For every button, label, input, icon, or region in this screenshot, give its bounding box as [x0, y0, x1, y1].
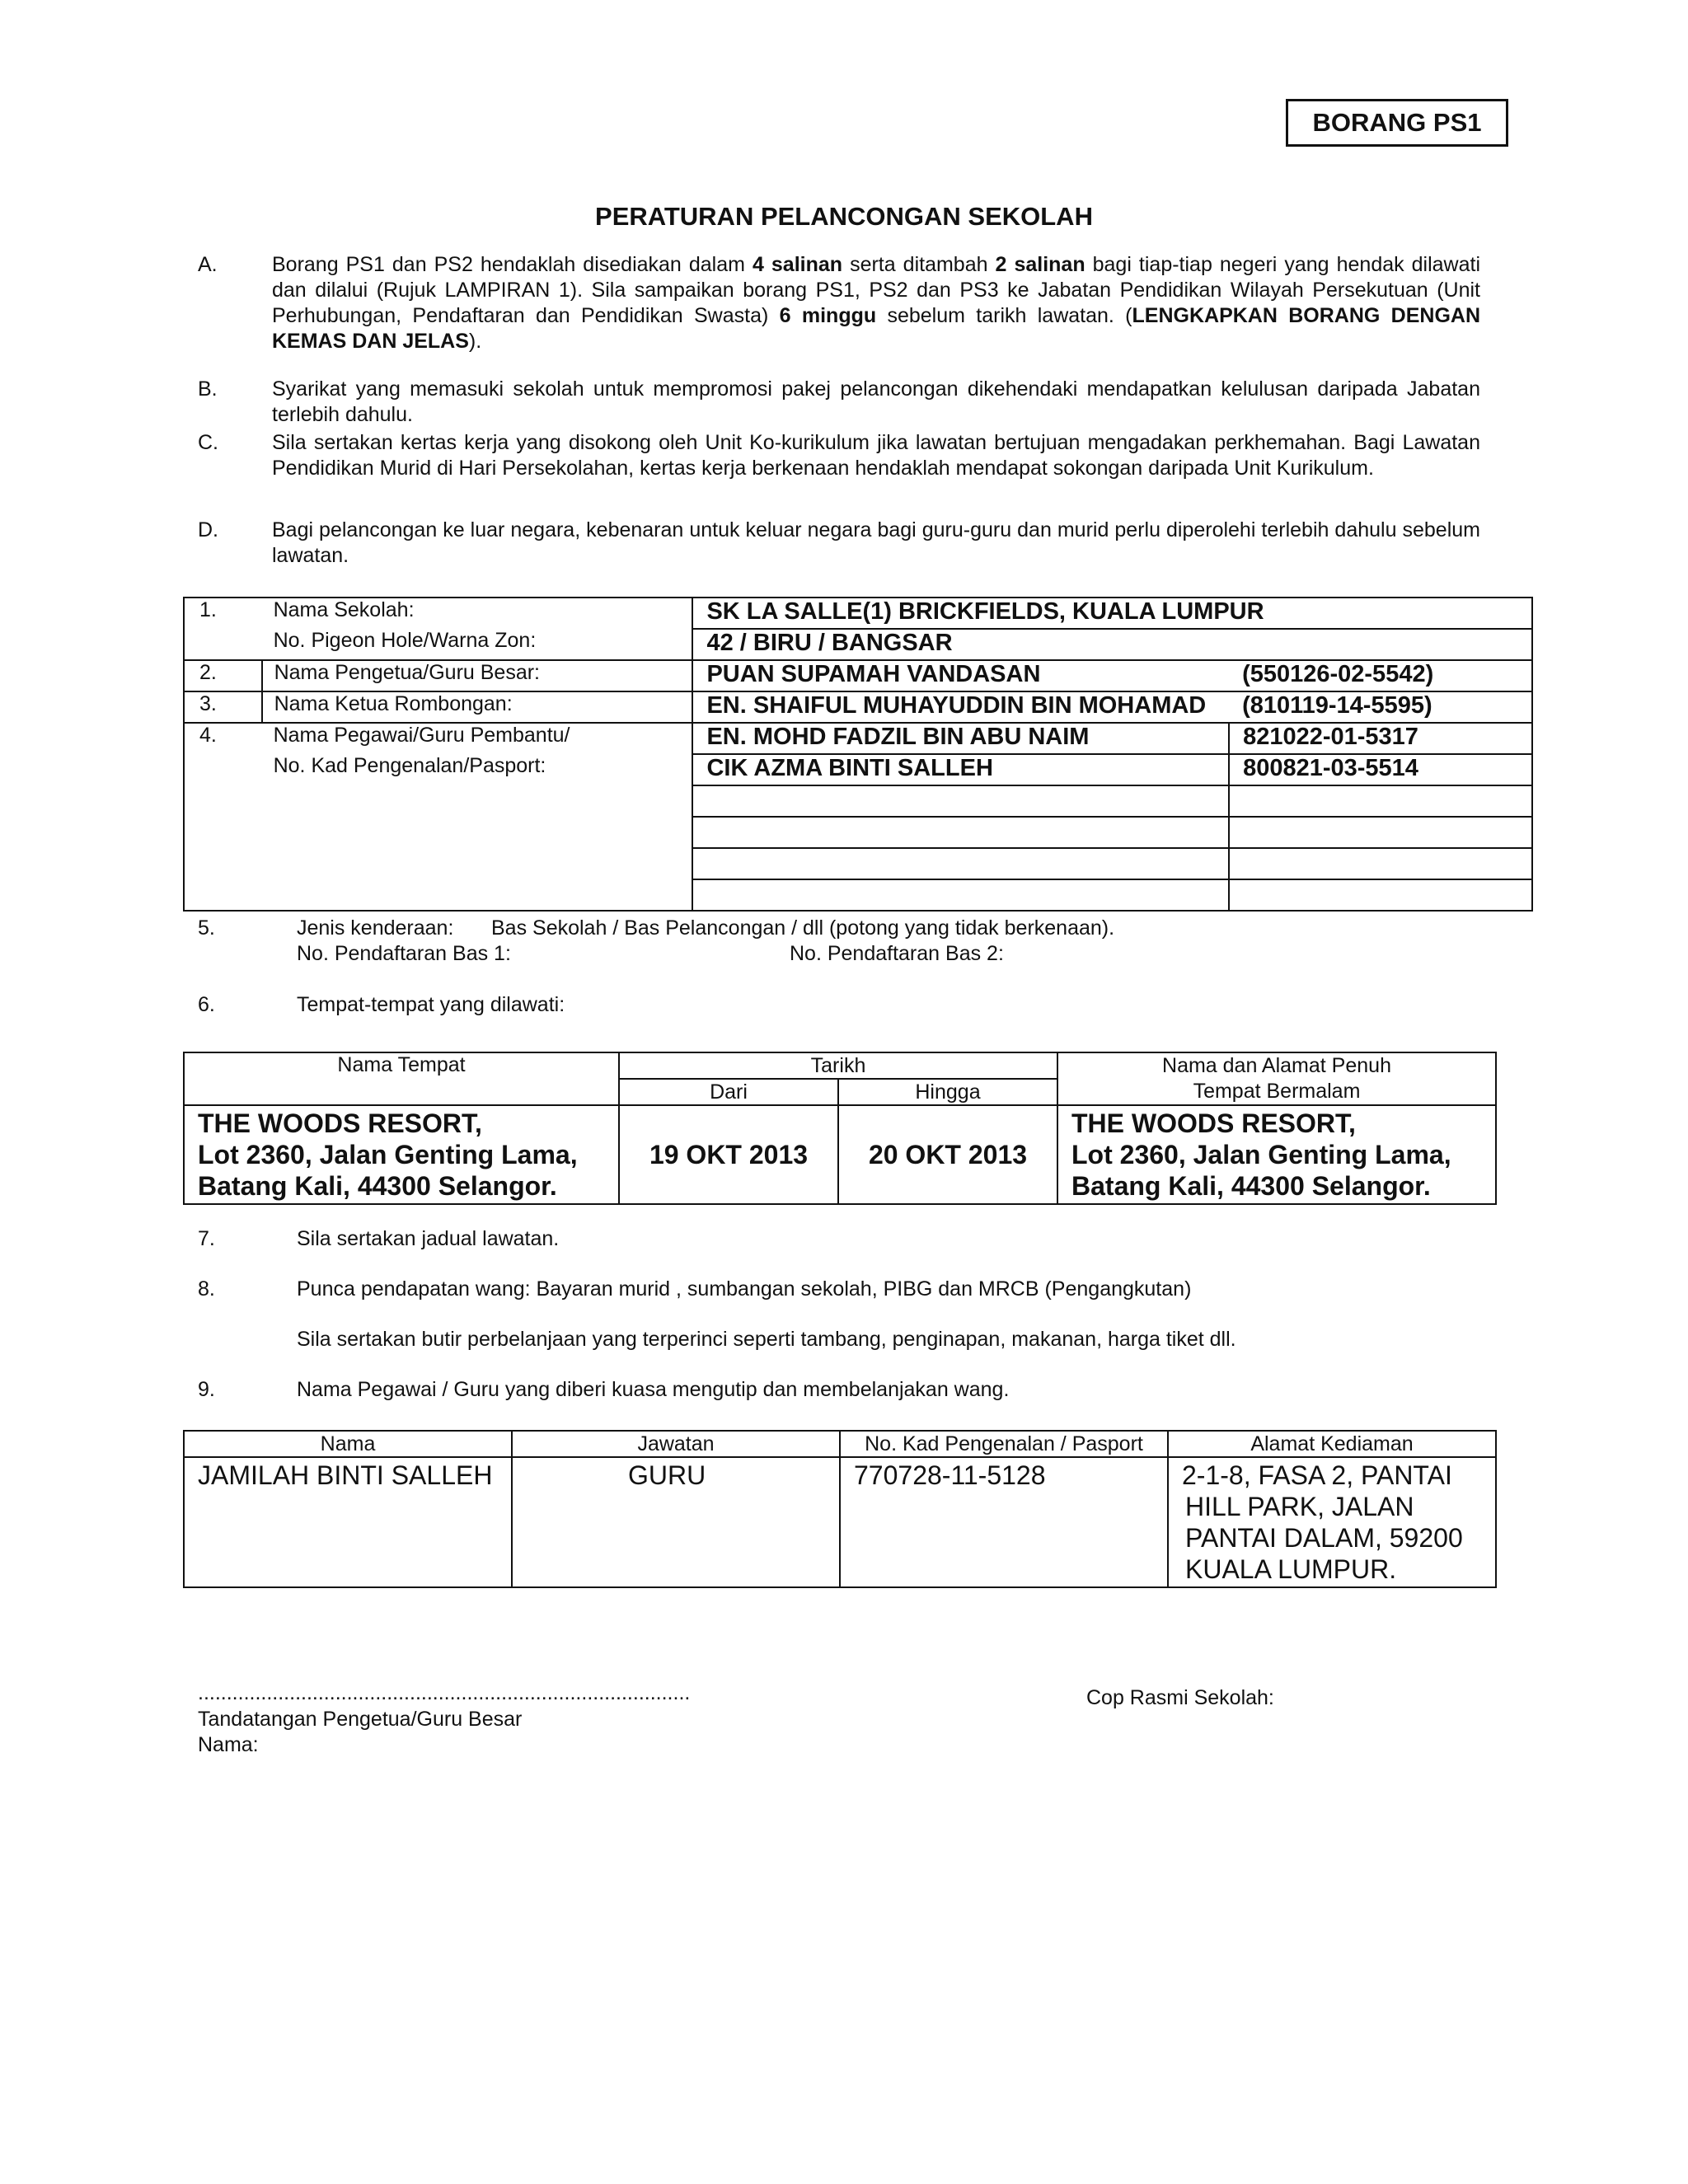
item-number: 7. [198, 1227, 215, 1250]
school-name-label: Nama Sekolah: [262, 598, 693, 629]
signature-dots: ...................................................................................... [198, 1681, 691, 1704]
assistant-name: EN. MOHD FADZIL BIN ABU NAIM [692, 723, 1229, 754]
item-number: 4. [184, 723, 262, 754]
form-code-box: BORANG PS1 [1286, 99, 1508, 147]
to-date-cell: 20 OKT 2013 [838, 1105, 1057, 1204]
item-number: 1. [184, 598, 262, 629]
address-header: Alamat Kediaman [1168, 1431, 1496, 1457]
bus1-label: No. Pendaftaran Bas 1: [297, 942, 511, 965]
officer-post: GURU [512, 1457, 840, 1587]
income-text: Punca pendapatan wang: Bayaran murid , sumbangan sekolah, PIBG dan MRCB (Pengangkutan) [297, 1277, 1192, 1301]
officer-address: 2-1-8, FASA 2, PANTAI HILL PARK, JALAN PANTAI DALAM, 59200 KUALA LUMPUR. [1168, 1457, 1496, 1587]
rule-item [198, 377, 1480, 428]
pigeon-hole-value: 42 / BIRU / BANGSAR [692, 629, 1532, 660]
rule-letter: C. [198, 431, 218, 454]
places-table [183, 1052, 1497, 1205]
empty-cell [1229, 848, 1532, 879]
officer-name: JAMILAH BINTI SALLEH [184, 1457, 512, 1587]
rule-letter: A. [198, 253, 218, 276]
date-header: Tarikh [619, 1052, 1057, 1079]
pigeon-hole-label: No. Pigeon Hole/Warna Zon: [262, 629, 693, 660]
places-label: Tempat-tempat yang dilawati: [297, 993, 565, 1016]
principal-name: PUAN SUPAMAH VANDASAN [692, 660, 1229, 691]
rule-letter: D. [198, 518, 218, 541]
assistant-name: CIK AZMA BINTI SALLEH [692, 754, 1229, 785]
rule-text: Bagi pelancongan ke luar negara, kebenaran untuk keluar negara bagi guru-guru dan murid perlu diperolehi terlebih dahulu sebelum lawatan. [272, 518, 1480, 567]
expense-note-text: Sila sertakan butir perbelanjaan yang terperinci seperti tambang, penginapan, makanan, harga tiket dll. [297, 1328, 1236, 1351]
assistant-id: 800821-03-5514 [1229, 754, 1532, 785]
finance-officer-table [183, 1430, 1497, 1588]
item-number: 9. [198, 1378, 215, 1401]
empty-cell [1229, 879, 1532, 911]
leader-name: EN. SHAIFUL MUHAYUDDIN BIN MOHAMAD [692, 691, 1229, 723]
item-number: 8. [198, 1277, 215, 1301]
from-header: Dari [619, 1079, 838, 1105]
item-number: 2. [184, 660, 262, 691]
assistant-label-1: Nama Pegawai/Guru Pembantu/ [262, 723, 693, 754]
leader-label: Nama Ketua Rombongan: [262, 691, 693, 723]
assistant-label-2: No. Kad Pengenalan/Pasport: [262, 754, 693, 785]
document-title: PERATURAN PELANCONGAN SEKOLAH [595, 202, 1093, 231]
empty-cell [1229, 817, 1532, 848]
principal-id: (550126-02-5542) [1229, 660, 1532, 691]
to-header: Hingga [838, 1079, 1057, 1105]
item-number: 5. [198, 916, 215, 940]
rule-text: Sila sertakan kertas kerja yang disokong oleh Unit Ko-kurikulum jika lawatan bertujuan mengadakan perkhemahan. Bagi Lawatan Pendidikan Murid di Hari Persekolahan, kertas kerja berkenaan hendaklah mendapat sokongan daripada Unit Kurikulum. [272, 431, 1480, 480]
signature-name-label: Nama: [198, 1733, 259, 1756]
empty-cell [692, 817, 1229, 848]
vehicle-value: Bas Sekolah / Bas Pelancongan / dll (potong yang tidak berkenaan). [491, 916, 1115, 940]
empty-cell [1229, 785, 1532, 817]
item-number: 3. [184, 691, 262, 723]
id-header: No. Kad Pengenalan / Pasport [840, 1431, 1168, 1457]
post-header: Jawatan [512, 1431, 840, 1457]
school-name-value: SK LA SALLE(1) BRICKFIELDS, KUALA LUMPUR [692, 598, 1532, 629]
schedule-text: Sila sertakan jadual lawatan. [297, 1227, 560, 1250]
rule-text: Syarikat yang memasuki sekolah untuk mempromosi pakej pelancongan dikehendaki mendapatkan kelulusan daripada Jabatan terlebih dahulu. [272, 377, 1480, 426]
empty-cell [692, 879, 1229, 911]
stay-header: Nama dan Alamat Penuh Tempat Bermalam [1057, 1052, 1496, 1105]
bus2-label: No. Pendaftaran Bas 2: [790, 942, 1004, 965]
officer-id: 770728-11-5128 [840, 1457, 1168, 1587]
school-info-table [183, 597, 1533, 912]
item-number: 6. [198, 993, 215, 1016]
rule-item [198, 430, 1480, 481]
vehicle-label: Jenis kenderaan: [297, 916, 454, 940]
authorised-officer-text: Nama Pegawai / Guru yang diberi kuasa mengutip dan membelanjakan wang. [297, 1378, 1010, 1401]
empty-cell [692, 848, 1229, 879]
rule-text: Borang PS1 dan PS2 hendaklah disediakan dalam 4 salinan serta ditambah 2 salinan bagi tiap-tiap negeri yang hendak dilawati dan dilalui (Rujuk LAMPIRAN 1). Sila sampaikan borang PS1, PS2 dan PS3 ke Jabatan Pendidikan Wilayah Persekutuan (Unit Perhubungan, Pendaftaran dan Pendidikan Swasta) 6 minggu sebelum tarikh lawatan. (LENGKAPKAN BORANG DENGAN KEMAS DAN JELAS). [272, 253, 1481, 353]
signature-label: Tandatangan Pengetua/Guru Besar [198, 1708, 523, 1731]
rule-item [198, 252, 1480, 354]
assistant-id: 821022-01-5317 [1229, 723, 1532, 754]
empty-cell [692, 785, 1229, 817]
principal-label: Nama Pengetua/Guru Besar: [262, 660, 693, 691]
school-stamp-label: Cop Rasmi Sekolah: [1086, 1686, 1274, 1709]
leader-id: (810119-14-5595) [1229, 691, 1532, 723]
place-name-cell: THE WOODS RESORT, Lot 2360, Jalan Genting Lama, Batang Kali, 44300 Selangor. [184, 1105, 619, 1204]
from-date-cell: 19 OKT 2013 [619, 1105, 838, 1204]
name-header: Nama [184, 1431, 512, 1457]
place-name-header: Nama Tempat [184, 1052, 619, 1105]
rule-letter: B. [198, 377, 218, 401]
rule-item [198, 518, 1480, 569]
stay-address-cell: THE WOODS RESORT, Lot 2360, Jalan Genting Lama, Batang Kali, 44300 Selangor. [1057, 1105, 1496, 1204]
